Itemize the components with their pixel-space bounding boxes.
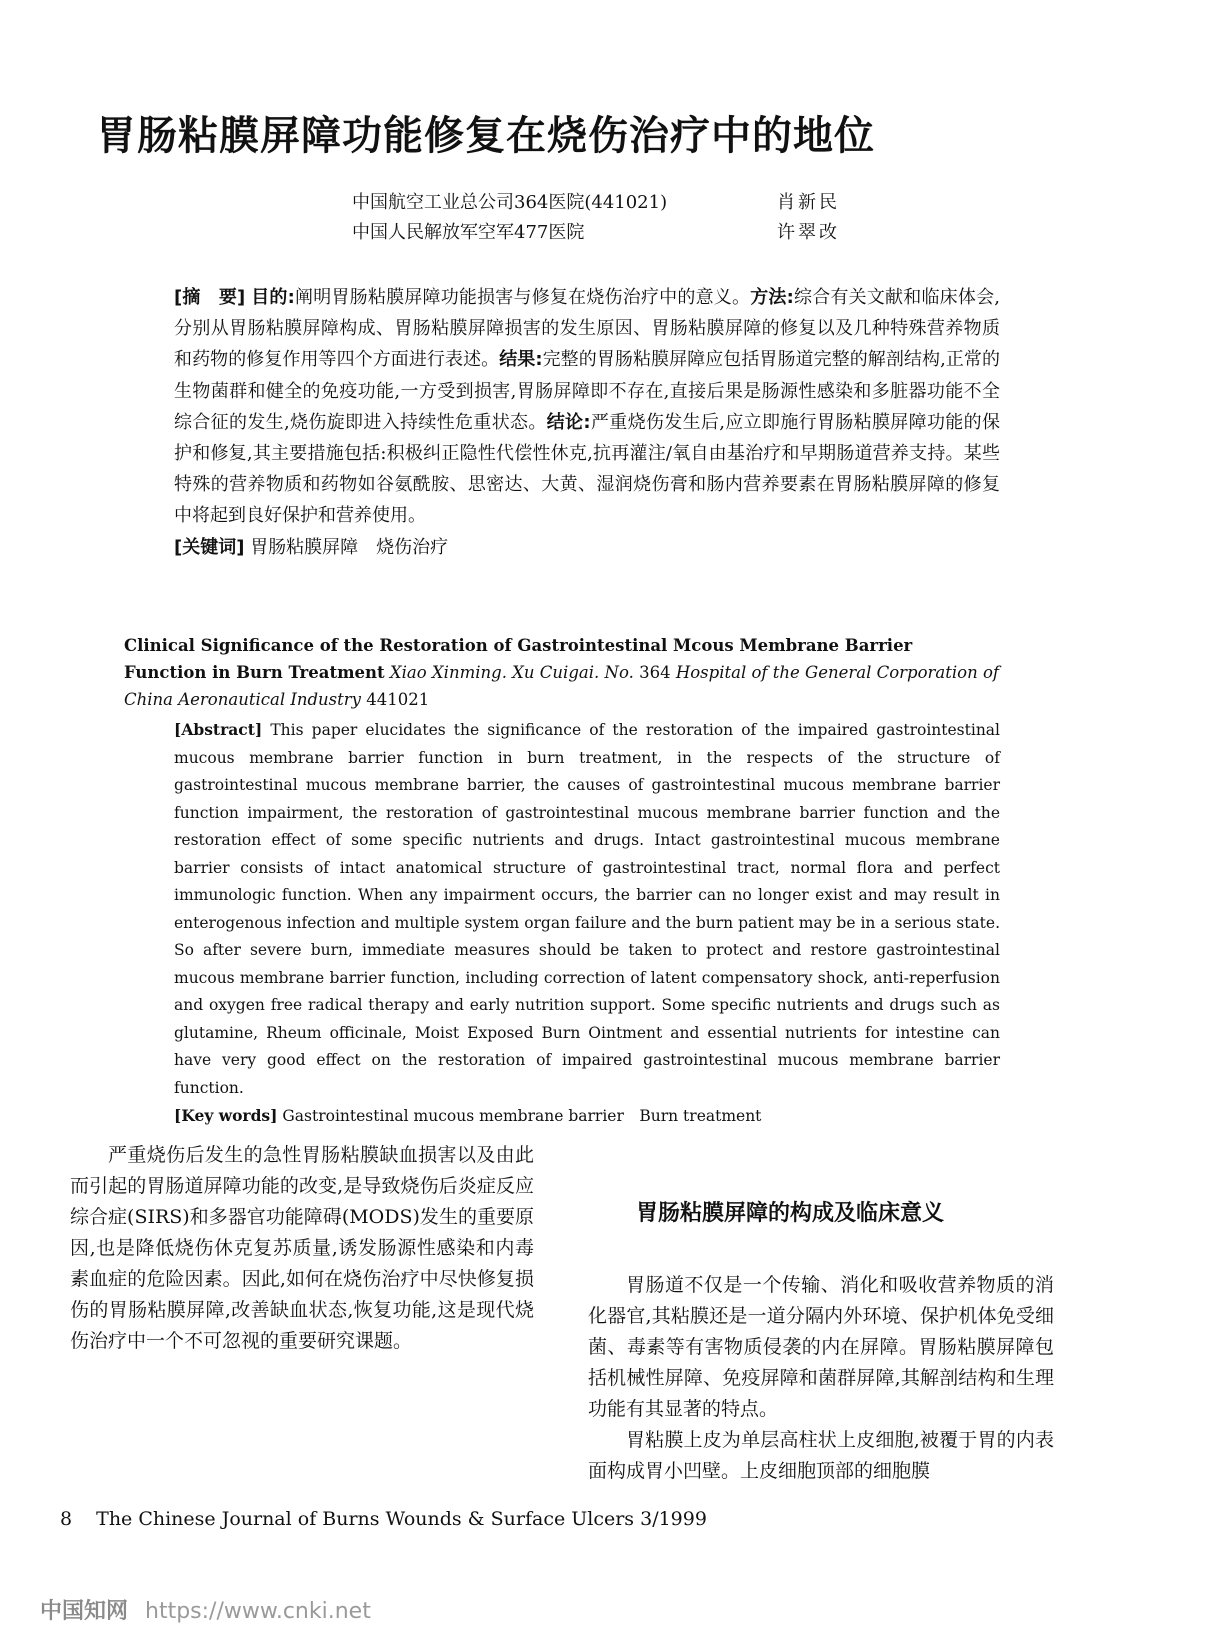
english-affiliation: Hospital of the General Corporation of China Aeronautical Industry	[124, 663, 1000, 709]
author-row	[352, 218, 840, 248]
keywords-line	[124, 532, 1000, 563]
author-affiliation: 中国人民解放军空军477医院	[352, 222, 585, 243]
body-paragraph: 胃肠道不仅是一个传输、消化和吸收营养物质的消化器官,其粘膜还是一道分隔内外环境、保护机体免受细菌、毒素等有害物质侵袭的内在屏障。胃肠粘膜屏障包括机械性屏障、免疫屏障和菌群屏障,其解剖结构和生理功能有其显著的特点。	[588, 1274, 1054, 1420]
english-title: Clinical Significance of the Restoration of Gastrointestinal Mcous Membrane Barrier Function in Burn Treatment	[124, 636, 913, 682]
english-abstract	[124, 716, 1000, 1131]
english-title-block	[124, 632, 1000, 713]
abstract-label: [摘 要]	[174, 287, 246, 308]
english-affiliation-number: 364	[639, 663, 671, 682]
keywords-text: 胃肠粘膜屏障 烧伤治疗	[250, 536, 449, 558]
english-keywords-text: Gastrointestinal mucous membrane barrier Burn treatment	[282, 1107, 762, 1125]
english-keywords-line	[124, 1102, 1000, 1131]
article-title: 胃肠粘膜屏障功能修复在烧伤治疗中的地位	[96, 113, 875, 159]
english-affiliation-prefix: No.	[604, 663, 634, 682]
method-text: 综合有关文献和临床体会,分别从胃肠粘膜屏障构成、胃肠粘膜屏障损害的发生原因、胃肠粘膜屏障的修复以及几种特殊营养物质和药物的修复作用等四个方面进行表述。	[174, 287, 1001, 371]
author-name: 肖新民	[777, 192, 840, 213]
body-left-column	[70, 1140, 534, 1357]
body-right-column	[588, 1270, 1054, 1487]
conclusion-text: 严重烧伤发生后,应立即施行胃肠粘膜屏障功能的保护和修复,其主要措施包括:积极纠正隐性代偿性休克,抗再灌注/氧自由基治疗和早期肠道营养支持。某些特殊的营养物质和药物如谷氨酰胺、思密达、大黄、湿润烧伤膏和肠内营养要素在胃肠粘膜屏障的修复中将起到良好保护和营养使用。	[174, 411, 1000, 527]
author-row	[352, 188, 840, 218]
intro-paragraph: 严重烧伤后发生的急性胃肠粘膜缺血损害以及由此而引起的胃肠道屏障功能的改变,是导致烧伤后炎症反应综合症(SIRS)和多器官功能障碍(MODS)发生的重要原因,也是降低烧伤休克复苏质量,诱发肠源性感染和内毒素血症的危险因素。因此,如何在烧伤治疗中尽快修复损伤的胃肠粘膜屏障,改善缺血状态,恢复功能,这是现代烧伤治疗中一个不可忽视的重要研究课题。	[70, 1144, 534, 1352]
english-abstract-label: [Abstract]	[174, 720, 263, 739]
keywords-label: [关键词]	[174, 536, 245, 558]
abstract-paragraph	[124, 282, 1000, 532]
conclusion-label: 结论:	[546, 411, 591, 433]
journal-name: The Chinese Journal of Burns Wounds & Surface Ulcers 3/1999	[96, 1508, 707, 1530]
cnki-url: https://www.cnki.net	[145, 1599, 371, 1624]
english-postcode: 441021	[366, 690, 430, 709]
page-number: 8	[60, 1508, 73, 1530]
author-block	[352, 188, 840, 248]
english-abstract-paragraph	[124, 716, 1000, 1102]
author-name: 许翠改	[777, 222, 840, 243]
author-affiliation: 中国航空工业总公司364医院(441021)	[352, 192, 668, 213]
purpose-label: 目的:	[251, 287, 295, 308]
purpose-text: 阐明胃肠粘膜屏障功能损害与修复在烧伤治疗中的意义。	[294, 287, 751, 308]
chinese-abstract	[124, 282, 1000, 563]
cnki-watermark	[40, 1594, 371, 1625]
english-keywords-label: [Key words]	[174, 1106, 278, 1125]
method-label: 方法:	[750, 287, 794, 308]
result-label: 结果:	[499, 349, 543, 371]
english-authors: Xiao Xinming. Xu Cuigai.	[389, 663, 600, 682]
body-paragraph: 胃粘膜上皮为单层高柱状上皮细胞,被覆于胃的内表面构成胃小凹壁。上皮细胞顶部的细胞膜	[588, 1429, 1054, 1482]
section-heading: 胃肠粘膜屏障的构成及临床意义	[636, 1201, 945, 1226]
english-abstract-text: This paper elucidates the significance of the restoration of the impaired gastrointestinal mucous membrane barrier function in burn treatment, in the respects of the structure of gastrointestinal mucous membrane barrier, the causes of gastrointestinal mucous membrane barrier function impairment, the restoration of gastrointestinal mucous membrane barrier function and the restoration effect of some specific nutrients and drugs. Intact gastrointestinal mucous membrane barrier consists of intact anatomical structure of gastrointestinal tract, normal flora and perfect immunologic function. When any impairment occurs, the barrier can no longer exist and may result in enterogenous infection and multiple system organ failure and the burn patient may be in a serious state. So after severe burn, immediate measures should be taken to protect and restore gastrointestinal mucous membrane barrier function, including correction of latent compensatory shock, anti-reperfusion and oxygen free radical therapy and early nutrition support. Some specific nutrients and drugs such as glutamine, Rheum officinale, Moist Exposed Burn Ointment and essential nutrients for intestine can have very good effect on the restoration of impaired gastrointestinal mucous membrane barrier function.	[174, 721, 1000, 1097]
cnki-logo-text: 中国知网	[40, 1599, 129, 1624]
result-text: 完整的胃肠粘膜屏障应包括胃肠道完整的解剖结构,正常的生物菌群和健全的免疫功能,一方受到损害,胃肠屏障即不存在,直接后果是肠源性感染和多脏器功能不全综合征的发生,烧伤旋即进入持续性危重状态。	[174, 349, 1000, 433]
page-footer	[60, 1508, 707, 1530]
